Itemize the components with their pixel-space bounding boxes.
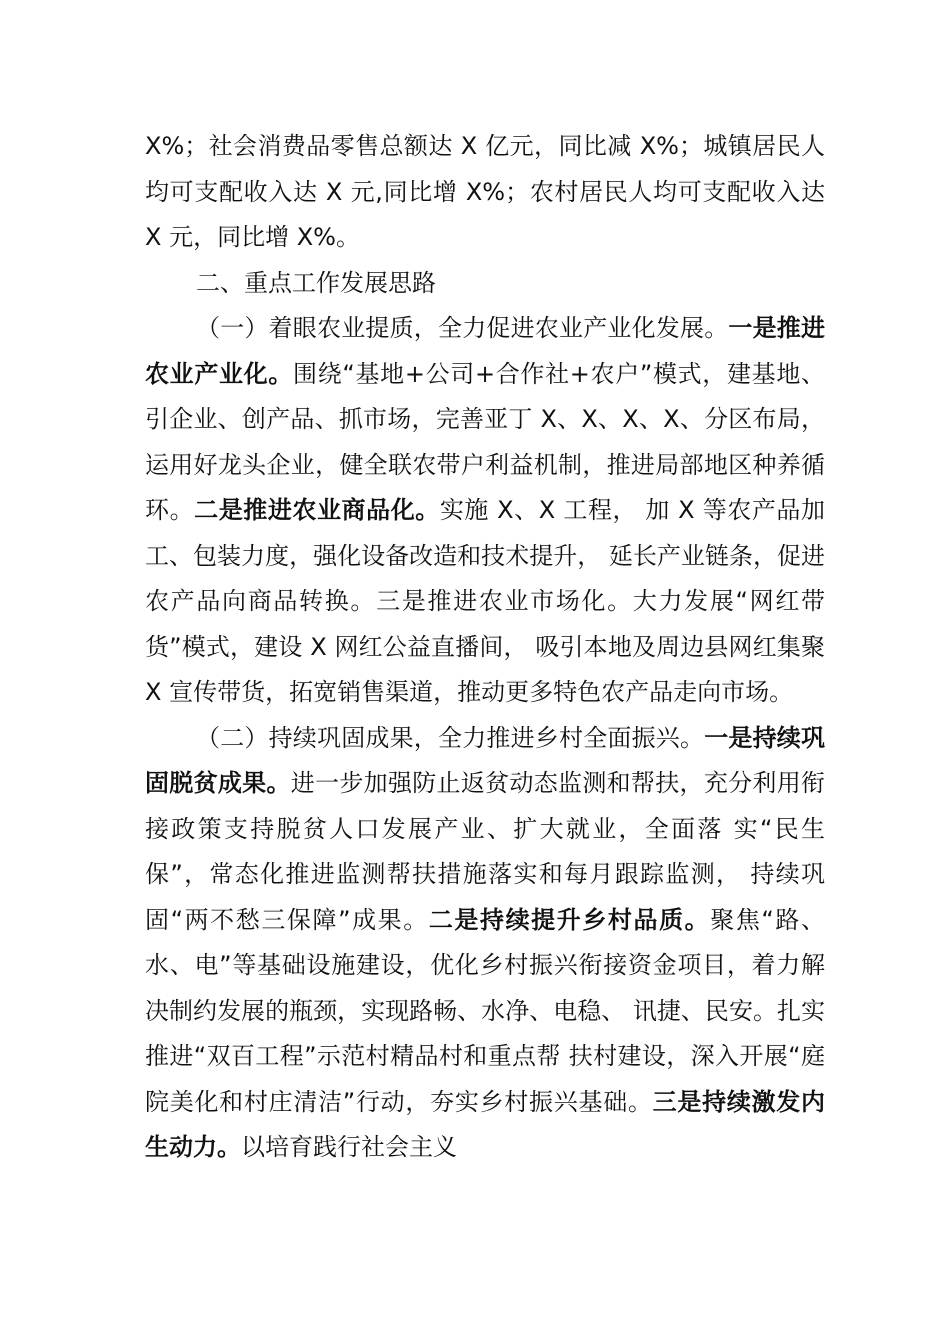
text-run: 以培育践行社会主义 [241,1133,457,1161]
text-run: 进一步加强防止返贫动态监测和帮扶，充分利用衔接政策支持脱贫人口发展产业、扩大就业，全面落 实“民生保”，常态化推进监测帮扶措施落实和每月跟踪监测， 持续巩固“两不愁三保障”成果。 [145,769,826,934]
bold-text-run: 三是持续激发内生动力。 [145,1087,826,1161]
paragraph-rural-revitalization [145,716,825,1171]
text-run: （一）着眼农业提质，全力促进农业产业化发展。 [196,314,729,342]
paragraph-agriculture [145,306,825,716]
document-body [145,124,825,1171]
text-run: 实施 X、X 工程， 加 X 等农产品加工、包装力度，强化设备改造和技术提升， 延长产业链条，促进农产品向商品转换。三是推进农业市场化。大力发展“网红带货”模式，建设 X 网红公益直播间， 吸引本地及周边县网红集聚 X 宣传带货，拓宽销售渠道，推动更多特色农产品走向市场。 [145,496,826,706]
text-run: 围绕“基地+公司+合作社+农户”模式，建基地、引企业、创产品、抓市场，完善亚丁 X、X、X、X、分区布局，运用好龙头企业，健全联农带户利益机制，推进局部地区种养循环。 [145,359,825,524]
bold-text-run: 二是持续提升乡村品质。 [428,905,711,934]
bold-text-run: 一是持续巩固脱贫成果。 [145,723,826,797]
paragraph-economic-indicators [145,124,825,261]
section-heading-key-work [145,261,825,307]
text-run: （二）持续巩固成果，全力推进乡村全面振兴。 [196,723,705,752]
text-run: X%；社会消费品零售总额达 X 亿元，同比减 X%；城镇居民人均可支配收入达 X 元,同比增 X%；农村居民人均可支配收入达 X 元，同比增 X%。 [145,132,825,251]
heading-text: 二、重点工作发展思路 [196,268,436,297]
bold-text-run: 一是推进农业产业化。 [145,314,826,388]
bold-text-run: 二是推进农业商品化。 [194,496,440,524]
text-run: 聚焦“路、水、电”等基础设施建设，优化乡村振兴衔接资金项目，着力解决制约发展的瓶颈，实现路畅、水净、电稳、 讯捷、民安。扎实推进“双百工程”示范村精品村和重点帮 扶村建设，深入开展“庭院美化和村庄清洁”行动，夯实乡村振兴基础。 [145,905,825,1116]
